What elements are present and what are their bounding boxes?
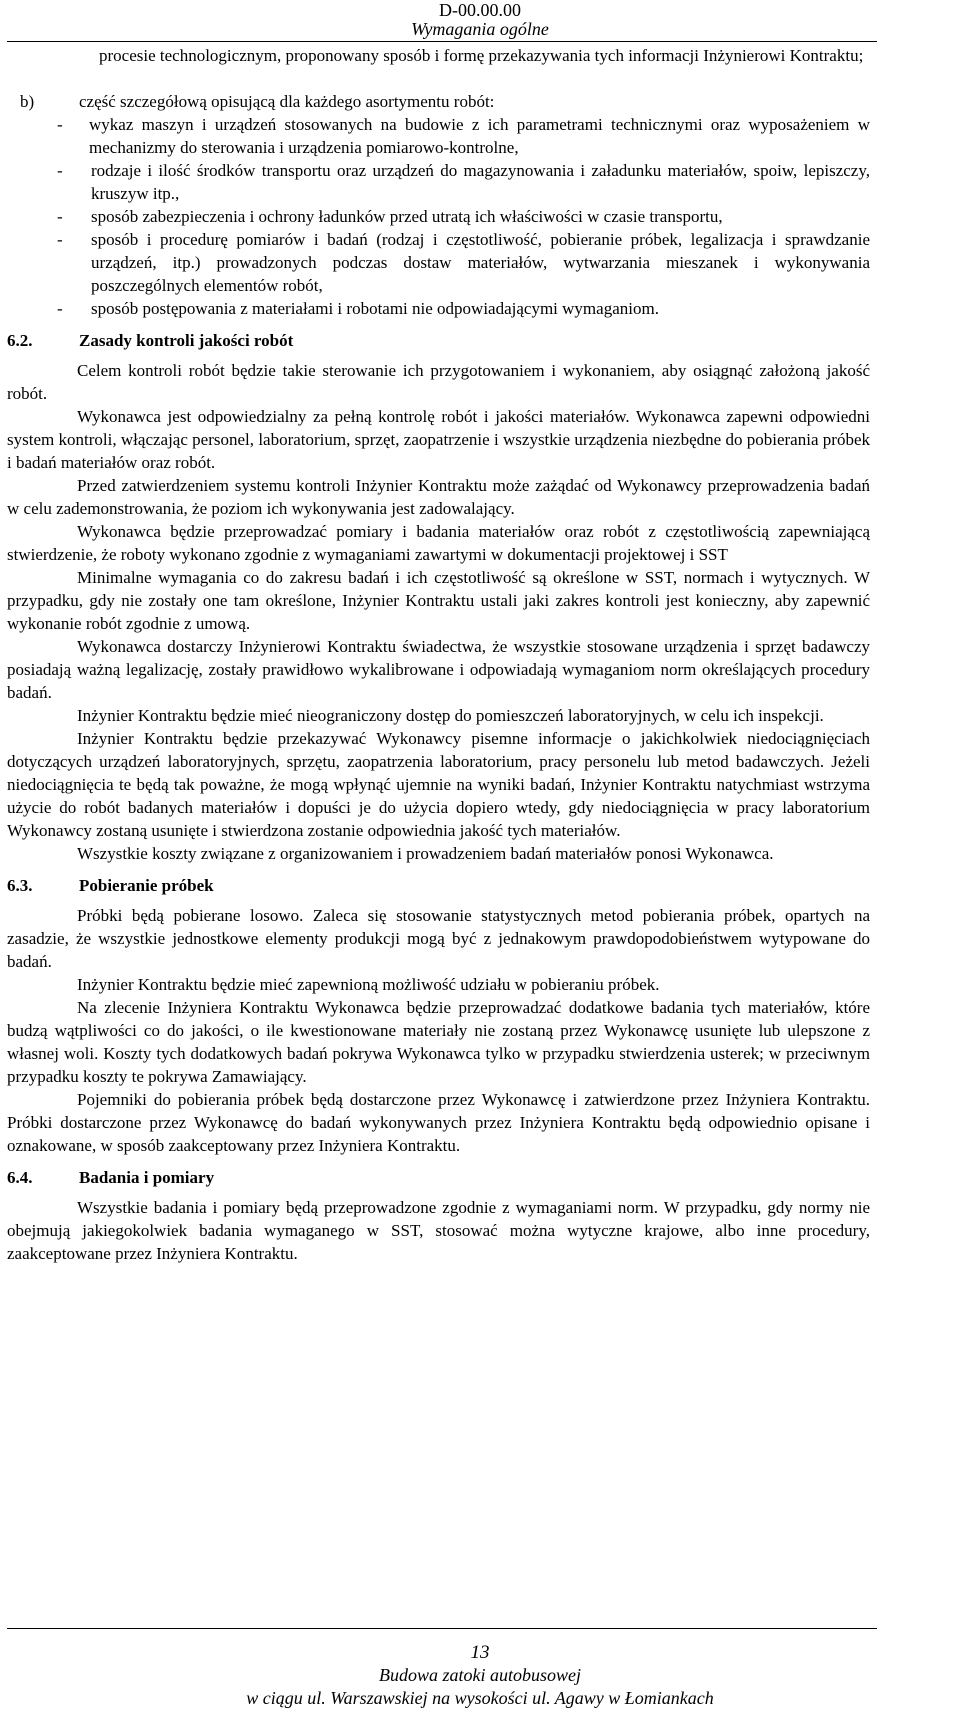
paragraph: Inżynier Kontraktu będzie mieć zapewnioną możliwość udziału w pobieraniu próbek. bbox=[77, 975, 660, 994]
list-item bbox=[7, 113, 870, 159]
section-number: 6.3. bbox=[7, 876, 33, 895]
footer-project-location: w ciągu ul. Warszawskiej na wysokości ul. Agawy w Łomiankach bbox=[246, 1688, 714, 1708]
dash-marker: - bbox=[57, 115, 63, 134]
footer-rule bbox=[7, 1628, 877, 1629]
paragraph: Wszystkie badania i pomiary będą przeprowadzone zgodnie z wymaganiami norm. W przypadku, gdy normy nie obejmują jakiegokolwiek badania wymaganego w SST, stosować można wytyczne krajowe, albo inne procedury, zaakceptowane przez Inżyniera Kontraktu. bbox=[7, 1198, 870, 1263]
section-heading-6-3 bbox=[7, 874, 870, 897]
section-title: Pobieranie próbek bbox=[79, 876, 214, 895]
paragraph: Pojemniki do pobierania próbek będą dostarczone przez Wykonawcę i zatwierdzone przez Inżyniera Kontraktu. Próbki dostarczone przez Wykonawcę do badań wykonywanych przez Inżyniera Kontraktu będą odpowiednio opisane i oznakowane, w sposób zaakceptowany przez Inżyniera Kontraktu. bbox=[7, 1090, 870, 1155]
section-title: Zasady kontroli jakości robót bbox=[79, 331, 294, 350]
section-heading-6-2 bbox=[7, 329, 870, 352]
page-number: 13 bbox=[470, 1642, 490, 1663]
header-rule bbox=[7, 41, 877, 42]
page-body bbox=[7, 44, 870, 1265]
dash-marker: - bbox=[57, 299, 63, 318]
dash-marker: - bbox=[57, 230, 63, 249]
paragraph: Minimalne wymagania co do zakresu badań i ich częstotliwość są określone w SST, normach i wytycznych. W przypadku, gdy nie zostały one tam określone, Inżynier Kontraktu ustali jaki zakres kontroli jest konieczny, aby zapewnić wykonanie robót zgodnie z umową. bbox=[7, 568, 870, 633]
section-b bbox=[7, 90, 870, 113]
section-number: 6.2. bbox=[7, 331, 33, 350]
paragraph: Inżynier Kontraktu będzie mieć nieograniczony dostęp do pomieszczeń laboratoryjnych, w celu ich inspekcji. bbox=[77, 706, 824, 725]
section-b-label: b) bbox=[20, 92, 35, 111]
paragraph: Próbki będą pobierane losowo. Zaleca się stosowanie statystycznych metod pobierania próbek, opartych na zasadzie, że wszystkie jednostkowe elementy produkcji mogą być z jednakowym prawdopodobieństwem wytypowane do badań. bbox=[7, 906, 870, 971]
list-item-text: sposób i procedurę pomiarów i badań (rodzaj i częstotliwość, pobieranie próbek, legalizacja i sprawdzanie urządzeń, itp.) prowadzonych podczas dostaw materiałów, wytwarzania mieszanek i wykonywania poszczególnych elementów robót, bbox=[91, 230, 870, 295]
paragraph: Wykonawca dostarczy Inżynierowi Kontraktu świadectwa, że wszystkie stosowane urządzenia i sprzęt badawczy posiadają ważną legalizację, zostały prawidłowo wykalibrowane i odpowiadają wymaganiom norm określających procedury badań. bbox=[7, 637, 870, 702]
list-item-text: wykaz maszyn i urządzeń stosowanych na budowie z ich parametrami technicznymi oraz wyposażeniem w mechanizmy do sterowania i urządzenia pomiarowo-kontrolne, bbox=[89, 115, 870, 157]
paragraph: Celem kontroli robót będzie takie sterowanie ich przygotowaniem i wykonaniem, aby osiągnąć założoną jakość robót. bbox=[7, 361, 870, 403]
section-b-text: część szczegółową opisującą dla każdego asortymentu robót: bbox=[79, 92, 495, 111]
footer-project-title: Budowa zatoki autobusowej bbox=[379, 1665, 581, 1685]
paragraph: Wszystkie koszty związane z organizowaniem i prowadzeniem badań materiałów ponosi Wykonawca. bbox=[77, 844, 774, 863]
section-number: 6.4. bbox=[7, 1168, 33, 1187]
paragraph: Na zlecenie Inżyniera Kontraktu Wykonawca będzie przeprowadzać dodatkowe badania tych materiałów, które budzą wątpliwości co do jakości, o ile kwestionowane materiały nie zostaną przez Wykonawcę usunięte lub ulepszone z własnej woli. Koszty tych dodatkowych badań pokrywa Wykonawca tylko w przypadku stwierdzenia usterek; w przeciwnym przypadku koszty te pokrywa Zamawiający. bbox=[7, 998, 870, 1086]
list-item-text: sposób postępowania z materiałami i robotami nie odpowiadającymi wymaganiom. bbox=[91, 299, 659, 318]
paragraph: Wykonawca będzie przeprowadzać pomiary i badania materiałów oraz robót z częstotliwością zapewniającą stwierdzenie, że roboty wykonano zgodnie z wymaganiami zawartymi w dokumentacji projektowej i SST bbox=[7, 522, 870, 564]
section-heading-6-4 bbox=[7, 1166, 870, 1189]
intro-continuation: procesie technologicznym, proponowany sposób i formę przekazywania tych informacji Inżynierowi Kontraktu; bbox=[99, 46, 864, 65]
paragraph: Przed zatwierdzeniem systemu kontroli Inżynier Kontraktu może zażądać od Wykonawcy przeprowadzenia badań w celu zademonstrowania, że poziom ich wykonywania jest zadowalający. bbox=[7, 476, 870, 518]
document-subtitle: Wymagania ogólne bbox=[411, 19, 549, 39]
list-item bbox=[7, 205, 870, 228]
document-code: D-00.00.00 bbox=[439, 0, 521, 20]
section-title: Badania i pomiary bbox=[79, 1168, 215, 1187]
list-item-text: sposób zabezpieczenia i ochrony ładunków przed utratą ich właściwości w czasie transportu, bbox=[91, 207, 723, 226]
paragraph: Wykonawca jest odpowiedzialny za pełną kontrolę robót i jakości materiałów. Wykonawca zapewni odpowiedni system kontroli, włączając personel, laboratorium, sprzęt, zaopatrzenie i wszystkie urządzenia niezbędne do pobierania próbek i badań materiałów oraz robót. bbox=[7, 407, 870, 472]
list-item bbox=[7, 159, 870, 205]
list-item-text: rodzaje i ilość środków transportu oraz urządzeń do magazynowania i załadunku materiałów, spoiw, lepiszczy, kruszyw itp., bbox=[91, 161, 870, 203]
list-item bbox=[7, 297, 870, 320]
dash-marker: - bbox=[57, 207, 63, 226]
page-header bbox=[0, 0, 960, 40]
paragraph: Inżynier Kontraktu będzie przekazywać Wykonawcy pisemne informacje o jakichkolwiek niedociągnięciach dotyczących urządzeń laboratoryjnych, sprzętu, zaopatrzenia laboratorium, pracy personelu lub metod badawczych. Jeżeli niedociągnięcia te będą tak poważne, że mogą wpłynąć ujemnie na wyniki badań, Inżynier Kontraktu natychmiast wstrzyma użycie do robót badanych materiałów i dopuści je do użycia dopiero wtedy, gdy niedociągnięcia w pracy laboratorium Wykonawcy zostaną usunięte i stwierdzona zostanie odpowiednia jakość tych materiałów. bbox=[7, 729, 870, 840]
dash-marker: - bbox=[57, 161, 63, 180]
list-item bbox=[7, 228, 870, 297]
